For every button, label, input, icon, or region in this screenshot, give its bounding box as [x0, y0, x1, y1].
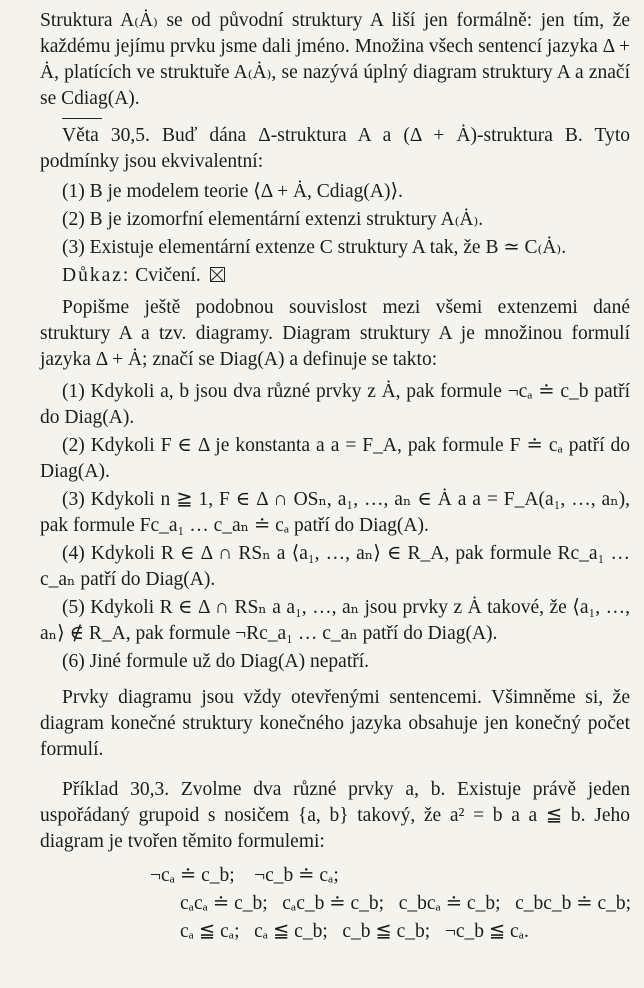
end-of-proof-icon	[210, 267, 225, 282]
diagram-rule-6: (6) Jiné formule už do Diag(A) nepatří.	[62, 651, 370, 672]
theorem-conditions	[40, 179, 630, 261]
proof-label: Důkaz:	[62, 265, 131, 286]
formula-line-1: ¬cₐ ≐ c_b; ¬c_b ≐ cₐ;	[150, 865, 339, 886]
intro-paragraph: Struktura A₍Ȧ₎ se od původní struktury A liší jen formálně: jen tím, že každému jejímu prvku jsme dali jméno. Množina všech sentencí jazyka Δ + Ȧ, platících ve struktuře A₍Ȧ₎, se nazývá úplný diagram struktury A a značí se Cdiag(A).	[40, 10, 630, 109]
formula-line-3: cₐ ≦ cₐ; cₐ ≦ c_b; c_b ≦ c_b; ¬c_b ≦ cₐ.	[180, 921, 529, 942]
theorem-condition-3: (3) Existuje elementární extenze C struktury A tak, že B ≃ C₍Ȧ₎.	[62, 237, 567, 258]
diagram-intro-paragraph: Popišme ještě podobnou souvislost mezi všemi extenzemi dané struktury A a tzv. diagramy. Diagram struktury A je množinou formulí jazyka Δ + Ȧ; značí se Diag(A) a definuje se takto:	[40, 297, 630, 370]
diagram-rule-5: (5) Kdykoli R ∈ Δ ∩ RSₙ a a₁, …, aₙ jsou prvky z Ȧ takové, že ⟨a₁, …, aₙ⟩ ∉ R_A, pak formule ¬Rc_a₁ … c_aₙ patří do Diag(A).	[40, 597, 630, 644]
theorem-divider	[62, 118, 102, 119]
remark-paragraph: Prvky diagramu jsou vždy otevřenými sentencemi. Všimněme si, že diagram konečné struktury konečného jazyka obsahuje jen konečný počet formulí.	[40, 687, 630, 760]
proof-line	[40, 263, 630, 289]
example-paragraph: Příklad 30,3. Zvolme dva různé prvky a, b. Existuje právě jeden uspořádaný grupoid s nosičem {a, b} takový, že a² = b a a ≦ b. Jeho diagram je tvořen těmito formulemi:	[40, 779, 630, 852]
theorem-condition-2: (2) B je izomorfní elementární extenzi struktury A₍Ȧ₎.	[62, 209, 484, 230]
theorem-condition-1: (1) B je modelem teorie ⟨Δ + Ȧ, Cdiag(A)⟩.	[62, 181, 403, 202]
diagram-rule-1: (1) Kdykoli a, b jsou dva různé prvky z Ȧ, pak formule ¬cₐ ≐ c_b patří do Diag(A).	[40, 381, 630, 428]
diagram-rule-3: (3) Kdykoli n ≧ 1, F ∈ Δ ∩ OSₙ, a₁, …, aₙ ∈ Ȧ a a = F_A(a₁, …, aₙ), pak formule Fc_a₁ … c_aₙ ≐ cₐ patří do Diag(A).	[40, 489, 630, 536]
proof-text: Cvičení.	[135, 265, 201, 286]
formula-line-2: cₐcₐ ≐ c_b; cₐc_b ≐ c_b; c_bcₐ ≐ c_b; c_bc_b ≐ c_b;	[180, 893, 632, 914]
theorem-statement: Věta 30,5. Buď dána Δ-struktura A a (Δ + Ȧ)-struktura B. Tyto podmínky jsou ekvivalentní:	[40, 125, 630, 172]
example-formulas	[40, 863, 630, 945]
diagram-definition-list	[40, 379, 630, 675]
diagram-rule-2: (2) Kdykoli F ∈ Δ je konstanta a a = F_A, pak formule F ≐ cₐ patří do Diag(A).	[40, 435, 630, 482]
diagram-rule-4: (4) Kdykoli R ∈ Δ ∩ RSₙ a ⟨a₁, …, aₙ⟩ ∈ R_A, pak formule Rc_a₁ … c_aₙ patří do Diag(A).	[40, 543, 630, 590]
